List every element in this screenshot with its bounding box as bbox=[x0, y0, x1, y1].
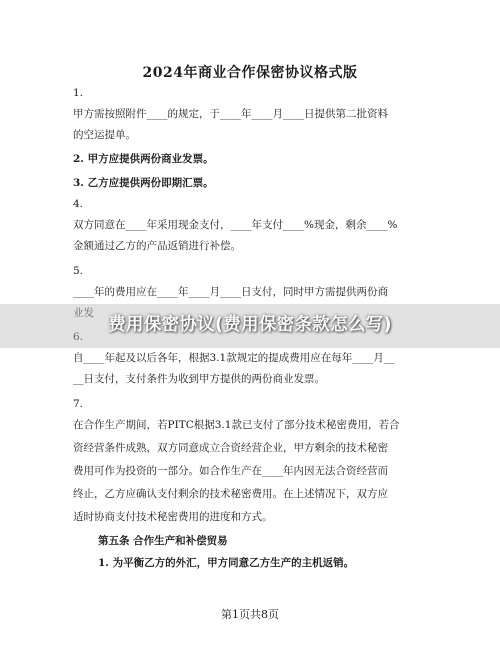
paragraph-line: 自____年起及以后各年，根据3.1款规定的提成费用应在每年____月__ bbox=[73, 352, 395, 364]
clause-number: 5. bbox=[73, 265, 84, 277]
paragraph-line: 的空运提单。 bbox=[73, 129, 136, 141]
paragraph-line: 在合作生产期间，若PITC根据3.1款已支付了部分技术秘密费用，若合 bbox=[73, 419, 400, 431]
clause-number: 4. bbox=[73, 198, 84, 210]
article-heading: 第五条 合作生产和补偿贸易 bbox=[98, 535, 228, 547]
paragraph-line: 费用可作为投资的一部分。如合作生产在____年内因无法合资经营而 bbox=[73, 465, 388, 477]
paragraph-line: 双方同意在____年采用现金支付，____年支付____%现金，剩余____% bbox=[73, 219, 398, 231]
paragraph-line: 终止，乙方应确认支付剩余的技术秘密费用。在上述情况下，双方应 bbox=[73, 488, 388, 500]
paragraph-line: 3. 乙方应提供两份即期汇票。 bbox=[73, 177, 214, 189]
paragraph-line: 1. 为平衡乙方的外汇，甲方同意乙方生产的主机返销。 bbox=[98, 557, 355, 569]
document-title: 2024年商业合作保密协议格式版 bbox=[142, 65, 358, 81]
clause-number: 6. bbox=[73, 331, 84, 343]
paragraph-line: 2. 甲方应提供两份商业发票。 bbox=[73, 153, 214, 165]
paragraph-line: 甲方需按照附件____的规定，于____年____月____日提供第二批资料 bbox=[73, 108, 388, 120]
banner-title: 费用保密协议(费用保密条款怎么写) bbox=[108, 315, 392, 335]
paragraph-line: 适时协商支付技术秘密费用的进度和方式。 bbox=[73, 511, 273, 523]
clause-number: 1. bbox=[73, 87, 84, 99]
paragraph-line: ____年的费用应在____年____月____日支付，同时甲方需提供两份商 bbox=[73, 286, 388, 298]
paragraph-line: 金额通过乙方的产品返销进行补偿。 bbox=[73, 240, 241, 252]
page-footer: 第1页共8页 bbox=[221, 608, 279, 621]
paragraph-line: 业发 bbox=[73, 307, 94, 319]
paragraph-line: __日支付，支付条件为收到甲方提供的两份商业发票。 bbox=[73, 373, 325, 385]
paragraph-line: 资经营条件成熟，双方同意成立合资经营企业，甲方剩余的技术秘密 bbox=[73, 442, 388, 454]
clause-number: 7. bbox=[73, 398, 84, 410]
